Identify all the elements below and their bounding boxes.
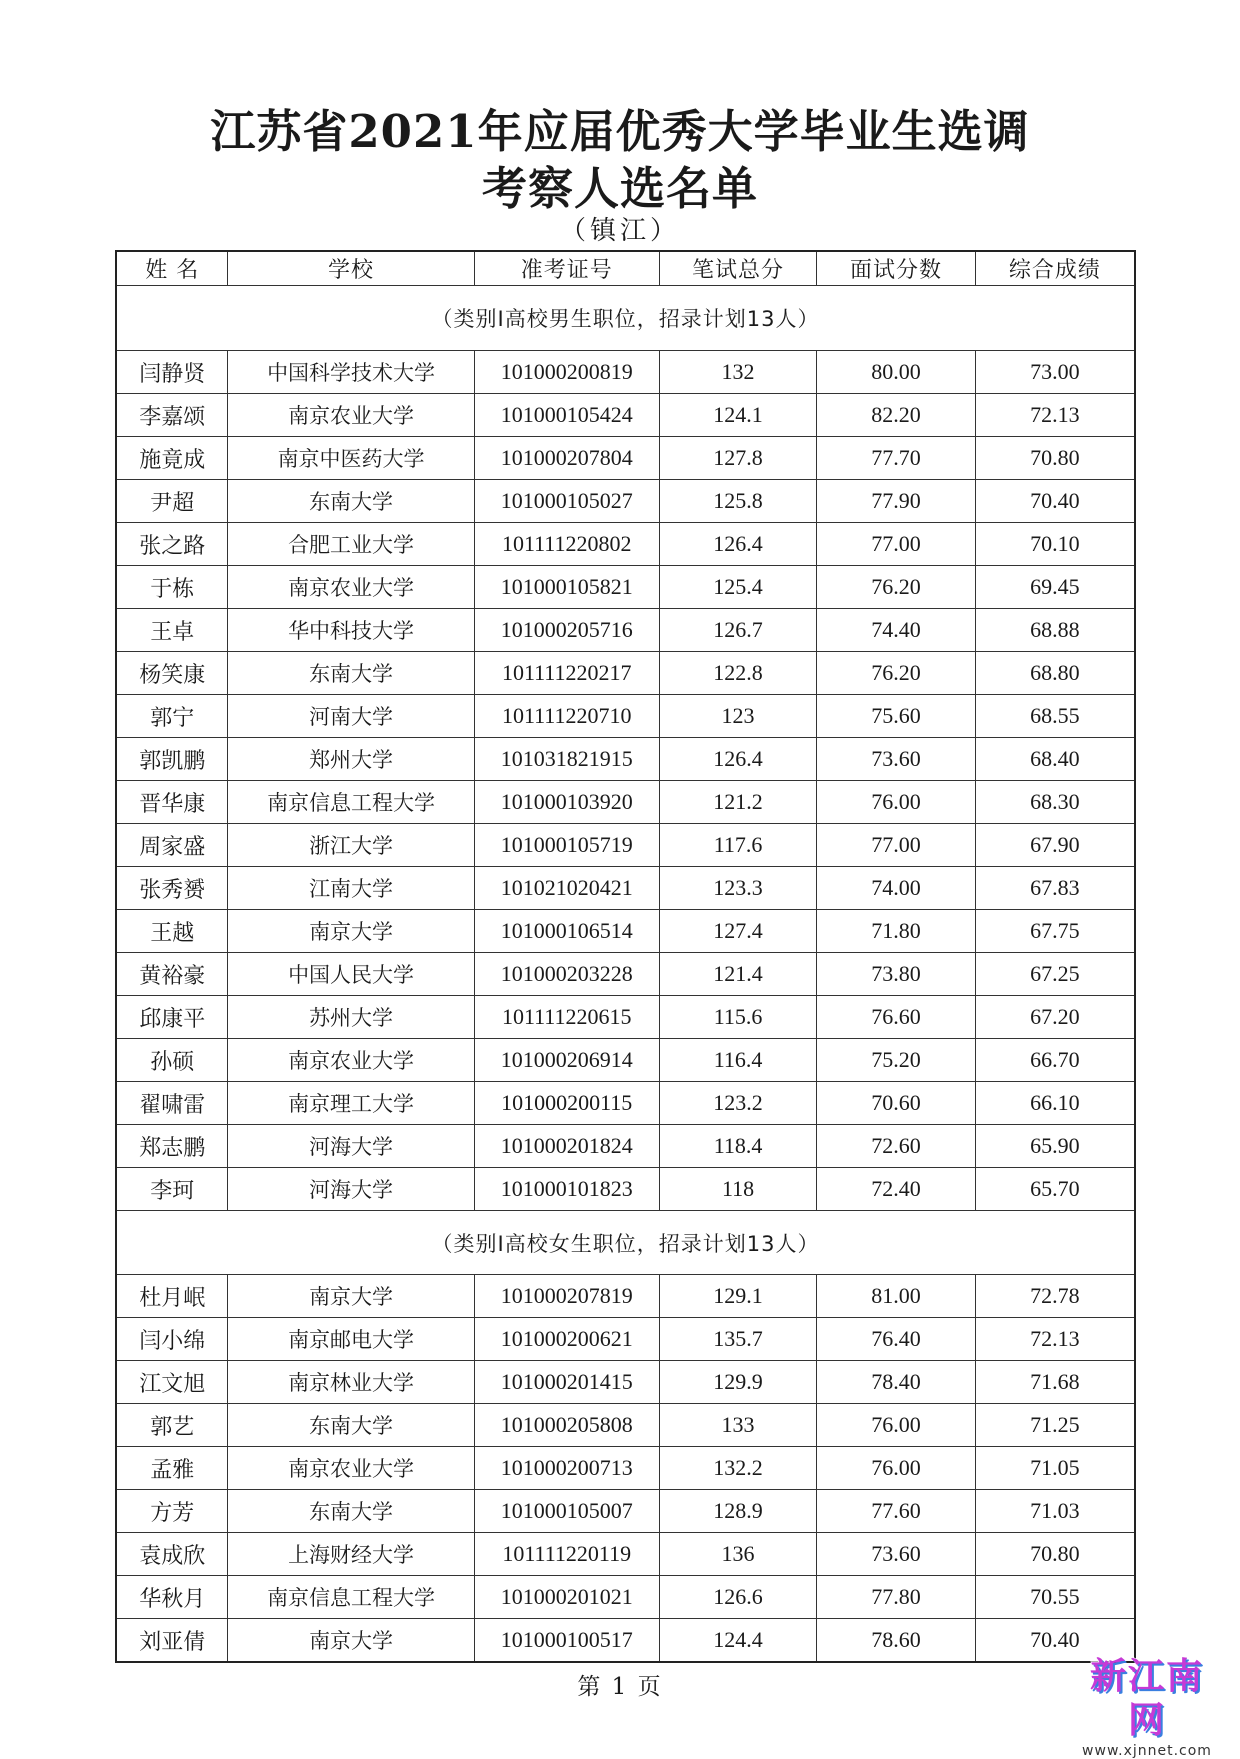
cell-interview-score: 76.60: [817, 996, 976, 1039]
cell-name: 王卓: [116, 609, 228, 652]
cell-interview-score: 71.80: [817, 910, 976, 953]
cell-interview-score: 75.20: [817, 1039, 976, 1082]
cell-exam-id: 101000200621: [474, 1318, 659, 1361]
cell-name: 晋华康: [116, 781, 228, 824]
table-row: [116, 996, 1135, 1039]
cell-exam-id: 101000205808: [474, 1404, 659, 1447]
cell-name: 杨笑康: [116, 652, 228, 695]
cell-name: 黄裕豪: [116, 953, 228, 996]
cell-name: 闫静贤: [116, 351, 228, 394]
cell-exam-id: 101031821915: [474, 738, 659, 781]
cell-exam-id: 101111220710: [474, 695, 659, 738]
table-row: [116, 1576, 1135, 1619]
watermark-url: www.xjnnet.com: [1082, 1743, 1212, 1759]
column-header-exam-id: 准考证号: [474, 251, 659, 286]
candidate-table: [115, 250, 1136, 1663]
cell-written-score: 136: [659, 1533, 816, 1576]
document-title: 江苏省2021年应届优秀大学毕业生选调: [210, 105, 1030, 158]
table-row: [116, 953, 1135, 996]
cell-name: 郭艺: [116, 1404, 228, 1447]
cell-school: 上海财经大学: [228, 1533, 474, 1576]
cell-name: 江文旭: [116, 1361, 228, 1404]
group-header-row: [116, 1211, 1135, 1275]
cell-interview-score: 74.40: [817, 609, 976, 652]
cell-exam-id: 101111220217: [474, 652, 659, 695]
cell-interview-score: 81.00: [817, 1275, 976, 1318]
cell-name: 郭凯鹏: [116, 738, 228, 781]
table-row: [116, 609, 1135, 652]
cell-written-score: 118: [659, 1168, 816, 1211]
cell-interview-score: 77.80: [817, 1576, 976, 1619]
table-row: [116, 1404, 1135, 1447]
cell-total-score: 69.45: [975, 566, 1135, 609]
cell-total-score: 65.70: [975, 1168, 1135, 1211]
cell-name: 方芳: [116, 1490, 228, 1533]
cell-name: 王越: [116, 910, 228, 953]
cell-total-score: 70.55: [975, 1576, 1135, 1619]
cell-total-score: 72.13: [975, 394, 1135, 437]
cell-total-score: 73.00: [975, 351, 1135, 394]
table-row: [116, 1082, 1135, 1125]
cell-total-score: 68.30: [975, 781, 1135, 824]
cell-school: 东南大学: [228, 1490, 474, 1533]
cell-exam-id: 101000106514: [474, 910, 659, 953]
cell-total-score: 70.10: [975, 523, 1135, 566]
group-label: （类别I高校女生职位，招录计划13人）: [116, 1211, 1135, 1275]
cell-school: 合肥工业大学: [228, 523, 474, 566]
table-body: [116, 286, 1135, 1663]
cell-school: 南京林业大学: [228, 1361, 474, 1404]
table-row: [116, 1490, 1135, 1533]
cell-total-score: 67.20: [975, 996, 1135, 1039]
cell-interview-score: 78.60: [817, 1619, 976, 1663]
cell-interview-score: 77.90: [817, 480, 976, 523]
cell-name: 于栋: [116, 566, 228, 609]
cell-interview-score: 76.40: [817, 1318, 976, 1361]
group-label: （类别I高校男生职位，招录计划13人）: [116, 286, 1135, 351]
cell-interview-score: 80.00: [817, 351, 976, 394]
watermark-name: 新江南网: [1089, 1656, 1204, 1741]
cell-name: 施竟成: [116, 437, 228, 480]
cell-written-score: 125.4: [659, 566, 816, 609]
cell-exam-id: 101000203228: [474, 953, 659, 996]
cell-name: 华秋月: [116, 1576, 228, 1619]
table-row: [116, 437, 1135, 480]
cell-total-score: 66.10: [975, 1082, 1135, 1125]
table-row: [116, 652, 1135, 695]
cell-total-score: 65.90: [975, 1125, 1135, 1168]
table-row: [116, 523, 1135, 566]
cell-exam-id: 101000207819: [474, 1275, 659, 1318]
cell-exam-id: 101000100517: [474, 1619, 659, 1663]
cell-school: 河南大学: [228, 695, 474, 738]
table-row: [116, 480, 1135, 523]
cell-written-score: 132.2: [659, 1447, 816, 1490]
cell-school: 南京中医药大学: [228, 437, 474, 480]
cell-exam-id: 101000103920: [474, 781, 659, 824]
table-row: [116, 781, 1135, 824]
cell-exam-id: 101000201021: [474, 1576, 659, 1619]
cell-school: 江南大学: [228, 867, 474, 910]
cell-school: 华中科技大学: [228, 609, 474, 652]
cell-interview-score: 77.70: [817, 437, 976, 480]
table-row: [116, 566, 1135, 609]
cell-written-score: 127.4: [659, 910, 816, 953]
table-row: [116, 1039, 1135, 1082]
cell-exam-id: 101000201824: [474, 1125, 659, 1168]
cell-interview-score: 74.00: [817, 867, 976, 910]
cell-written-score: 126.7: [659, 609, 816, 652]
cell-exam-id: 101000201415: [474, 1361, 659, 1404]
cell-written-score: 126.4: [659, 523, 816, 566]
cell-exam-id: 101021020421: [474, 867, 659, 910]
column-header-school: 学校: [228, 251, 474, 286]
cell-school: 南京大学: [228, 1275, 474, 1318]
cell-exam-id: 101000205716: [474, 609, 659, 652]
cell-written-score: 122.8: [659, 652, 816, 695]
cell-exam-id: 101000105027: [474, 480, 659, 523]
cell-school: 南京农业大学: [228, 566, 474, 609]
cell-exam-id: 101000200713: [474, 1447, 659, 1490]
cell-total-score: 71.03: [975, 1490, 1135, 1533]
cell-exam-id: 101000207804: [474, 437, 659, 480]
cell-interview-score: 72.60: [817, 1125, 976, 1168]
cell-name: 孙硕: [116, 1039, 228, 1082]
cell-school: 南京邮电大学: [228, 1318, 474, 1361]
cell-total-score: 67.83: [975, 867, 1135, 910]
cell-name: 袁成欣: [116, 1533, 228, 1576]
cell-written-score: 128.9: [659, 1490, 816, 1533]
cell-school: 中国科学技术大学: [228, 351, 474, 394]
cell-written-score: 125.8: [659, 480, 816, 523]
cell-written-score: 118.4: [659, 1125, 816, 1168]
cell-school: 南京大学: [228, 910, 474, 953]
cell-written-score: 123: [659, 695, 816, 738]
cell-exam-id: 101000206914: [474, 1039, 659, 1082]
cell-name: 郑志鹏: [116, 1125, 228, 1168]
cell-interview-score: 78.40: [817, 1361, 976, 1404]
table-row: [116, 867, 1135, 910]
cell-school: 南京大学: [228, 1619, 474, 1663]
cell-exam-id: 101000105821: [474, 566, 659, 609]
cell-total-score: 70.40: [975, 480, 1135, 523]
cell-total-score: 70.80: [975, 1533, 1135, 1576]
cell-school: 南京农业大学: [228, 1039, 474, 1082]
cell-total-score: 70.40: [975, 1619, 1135, 1663]
cell-name: 刘亚倩: [116, 1619, 228, 1663]
cell-interview-score: 76.00: [817, 1404, 976, 1447]
cell-total-score: 72.13: [975, 1318, 1135, 1361]
cell-name: 李嘉颂: [116, 394, 228, 437]
cell-interview-score: 77.00: [817, 523, 976, 566]
cell-school: 南京理工大学: [228, 1082, 474, 1125]
cell-written-score: 124.1: [659, 394, 816, 437]
cell-written-score: 115.6: [659, 996, 816, 1039]
cell-school: 南京农业大学: [228, 394, 474, 437]
cell-interview-score: 77.60: [817, 1490, 976, 1533]
cell-written-score: 133: [659, 1404, 816, 1447]
cell-written-score: 123.3: [659, 867, 816, 910]
cell-school: 东南大学: [228, 652, 474, 695]
cell-total-score: 67.25: [975, 953, 1135, 996]
column-header-written-score: 笔试总分: [659, 251, 816, 286]
cell-total-score: 67.75: [975, 910, 1135, 953]
column-header-total-score: 综合成绩: [975, 251, 1135, 286]
cell-name: 邱康平: [116, 996, 228, 1039]
table-row: [116, 695, 1135, 738]
group-header-row: [116, 286, 1135, 351]
cell-name: 张之路: [116, 523, 228, 566]
cell-interview-score: 77.00: [817, 824, 976, 867]
cell-total-score: 72.78: [975, 1275, 1135, 1318]
cell-exam-id: 101000105719: [474, 824, 659, 867]
table-row: [116, 351, 1135, 394]
cell-total-score: 67.90: [975, 824, 1135, 867]
table-row: [116, 1168, 1135, 1211]
table-row: [116, 1125, 1135, 1168]
cell-school: 东南大学: [228, 1404, 474, 1447]
cell-exam-id: 101000200115: [474, 1082, 659, 1125]
cell-written-score: 121.2: [659, 781, 816, 824]
page-number: 第 1 页: [577, 1674, 663, 1700]
cell-school: 东南大学: [228, 480, 474, 523]
cell-school: 南京农业大学: [228, 1447, 474, 1490]
table-row: [116, 1447, 1135, 1490]
cell-exam-id: 101111220802: [474, 523, 659, 566]
table-row: [116, 738, 1135, 781]
cell-total-score: 68.40: [975, 738, 1135, 781]
cell-exam-id: 101000101823: [474, 1168, 659, 1211]
cell-interview-score: 76.00: [817, 781, 976, 824]
cell-school: 浙江大学: [228, 824, 474, 867]
column-header-interview-score: 面试分数: [817, 251, 976, 286]
cell-exam-id: 101000105007: [474, 1490, 659, 1533]
cell-total-score: 70.80: [975, 437, 1135, 480]
cell-written-score: 116.4: [659, 1039, 816, 1082]
cell-written-score: 132: [659, 351, 816, 394]
cell-school: 南京信息工程大学: [228, 1576, 474, 1619]
cell-school: 河海大学: [228, 1168, 474, 1211]
cell-total-score: 71.68: [975, 1361, 1135, 1404]
document-title-line2: 考察人选名单: [481, 162, 758, 215]
site-watermark-logo: [1072, 1655, 1222, 1759]
cell-name: 尹超: [116, 480, 228, 523]
cell-name: 孟雅: [116, 1447, 228, 1490]
cell-exam-id: 101000200819: [474, 351, 659, 394]
cell-total-score: 66.70: [975, 1039, 1135, 1082]
cell-total-score: 71.05: [975, 1447, 1135, 1490]
cell-interview-score: 76.00: [817, 1447, 976, 1490]
cell-interview-score: 76.20: [817, 566, 976, 609]
cell-written-score: 129.1: [659, 1275, 816, 1318]
cell-name: 杜月岷: [116, 1275, 228, 1318]
cell-school: 郑州大学: [228, 738, 474, 781]
table-header-row: [116, 251, 1135, 286]
cell-name: 李珂: [116, 1168, 228, 1211]
cell-exam-id: 101000105424: [474, 394, 659, 437]
cell-written-score: 129.9: [659, 1361, 816, 1404]
cell-interview-score: 82.20: [817, 394, 976, 437]
cell-name: 张秀赟: [116, 867, 228, 910]
cell-interview-score: 75.60: [817, 695, 976, 738]
cell-interview-score: 73.60: [817, 1533, 976, 1576]
cell-written-score: 126.6: [659, 1576, 816, 1619]
table-row: [116, 394, 1135, 437]
region-subtitle: （镇江）: [559, 216, 680, 246]
table-row: [116, 1318, 1135, 1361]
cell-exam-id: 101111220615: [474, 996, 659, 1039]
cell-name: 闫小绵: [116, 1318, 228, 1361]
cell-interview-score: 73.80: [817, 953, 976, 996]
cell-total-score: 68.55: [975, 695, 1135, 738]
table-row: [116, 824, 1135, 867]
cell-school: 南京信息工程大学: [228, 781, 474, 824]
table-row: [116, 1275, 1135, 1318]
cell-written-score: 127.8: [659, 437, 816, 480]
table-row: [116, 1361, 1135, 1404]
cell-school: 中国人民大学: [228, 953, 474, 996]
cell-total-score: 71.25: [975, 1404, 1135, 1447]
cell-school: 河海大学: [228, 1125, 474, 1168]
column-header-name: 姓 名: [116, 251, 228, 286]
cell-written-score: 121.4: [659, 953, 816, 996]
table-row: [116, 1533, 1135, 1576]
cell-written-score: 123.2: [659, 1082, 816, 1125]
cell-interview-score: 70.60: [817, 1082, 976, 1125]
cell-written-score: 126.4: [659, 738, 816, 781]
cell-interview-score: 73.60: [817, 738, 976, 781]
cell-written-score: 117.6: [659, 824, 816, 867]
cell-written-score: 124.4: [659, 1619, 816, 1663]
cell-name: 翟啸雷: [116, 1082, 228, 1125]
cell-school: 苏州大学: [228, 996, 474, 1039]
table-row: [116, 910, 1135, 953]
cell-interview-score: 72.40: [817, 1168, 976, 1211]
table-row: [116, 1619, 1135, 1663]
cell-exam-id: 101111220119: [474, 1533, 659, 1576]
cell-total-score: 68.88: [975, 609, 1135, 652]
cell-name: 郭宁: [116, 695, 228, 738]
cell-total-score: 68.80: [975, 652, 1135, 695]
cell-interview-score: 76.20: [817, 652, 976, 695]
cell-name: 周家盛: [116, 824, 228, 867]
cell-written-score: 135.7: [659, 1318, 816, 1361]
